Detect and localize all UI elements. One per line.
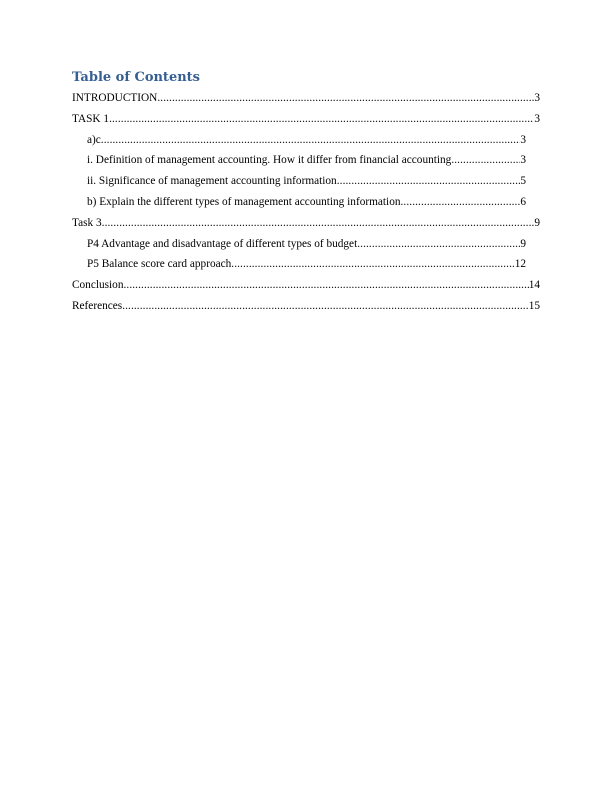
toc-entry-task-1[interactable] (72, 112, 540, 126)
toc-page-number: 9 (534, 217, 540, 229)
toc-entry-introduction[interactable] (72, 91, 540, 105)
toc-entry-p5-balance-score-card[interactable] (87, 257, 526, 271)
toc-entry-text: TASK 1 (72, 113, 110, 125)
toc-page-number: 14 (528, 279, 540, 291)
toc-entry-text: P5 Balance score card approach (87, 258, 232, 270)
toc-page-number: 9 (520, 238, 526, 250)
toc-page-number: 6 (520, 196, 526, 208)
toc-title: Table of Contents (72, 70, 200, 85)
toc-page-number: 3 (520, 154, 526, 166)
toc-dot-leader (123, 278, 528, 292)
toc-entry-definition[interactable] (87, 153, 526, 167)
toc-page-number: 15 (528, 300, 540, 312)
toc-dot-leader (231, 257, 514, 271)
toc-entry-text: ii. Significance of management accounting information (87, 175, 337, 187)
toc-page-number: 12 (514, 258, 526, 270)
toc-entry-text: INTRODUCTION (72, 92, 158, 104)
toc-page-number: 3 (534, 113, 540, 125)
toc-dot-leader (102, 216, 535, 230)
toc-entry-text: b) Explain the different types of management accounting information (87, 196, 401, 208)
toc-entry-text: i. Definition of management accounting. How it differ from financial accounting (87, 154, 452, 166)
toc-entry-a-c[interactable] (87, 133, 526, 147)
toc-entry-task-3[interactable] (72, 216, 540, 230)
toc-entry-types-of-information[interactable] (87, 195, 526, 209)
toc-entry-text: a)c (87, 134, 101, 146)
toc-entry-references[interactable] (72, 299, 540, 313)
toc-page-number: 5 (520, 175, 526, 187)
toc-entry-text: References (72, 300, 123, 312)
toc-entry-significance[interactable] (87, 174, 526, 188)
toc-dot-leader (451, 153, 520, 167)
toc-page-number: 3 (534, 92, 540, 104)
toc-page-number: 3 (520, 134, 526, 146)
toc-dot-leader (101, 133, 521, 147)
toc-dot-leader (337, 174, 521, 188)
toc-dot-leader (122, 299, 529, 313)
toc-entry-conclusion[interactable] (72, 278, 540, 292)
toc-entry-text: P4 Advantage and disadvantage of different types of budget (87, 238, 358, 250)
toc-entry-text: Conclusion (72, 279, 124, 291)
toc-dot-leader (109, 112, 534, 126)
toc-dot-leader (357, 237, 520, 251)
toc-entry-p4-budget[interactable] (87, 237, 526, 251)
toc-dot-leader (401, 195, 521, 209)
toc-dot-leader (157, 91, 534, 105)
toc-entry-text: Task 3 (72, 217, 102, 229)
